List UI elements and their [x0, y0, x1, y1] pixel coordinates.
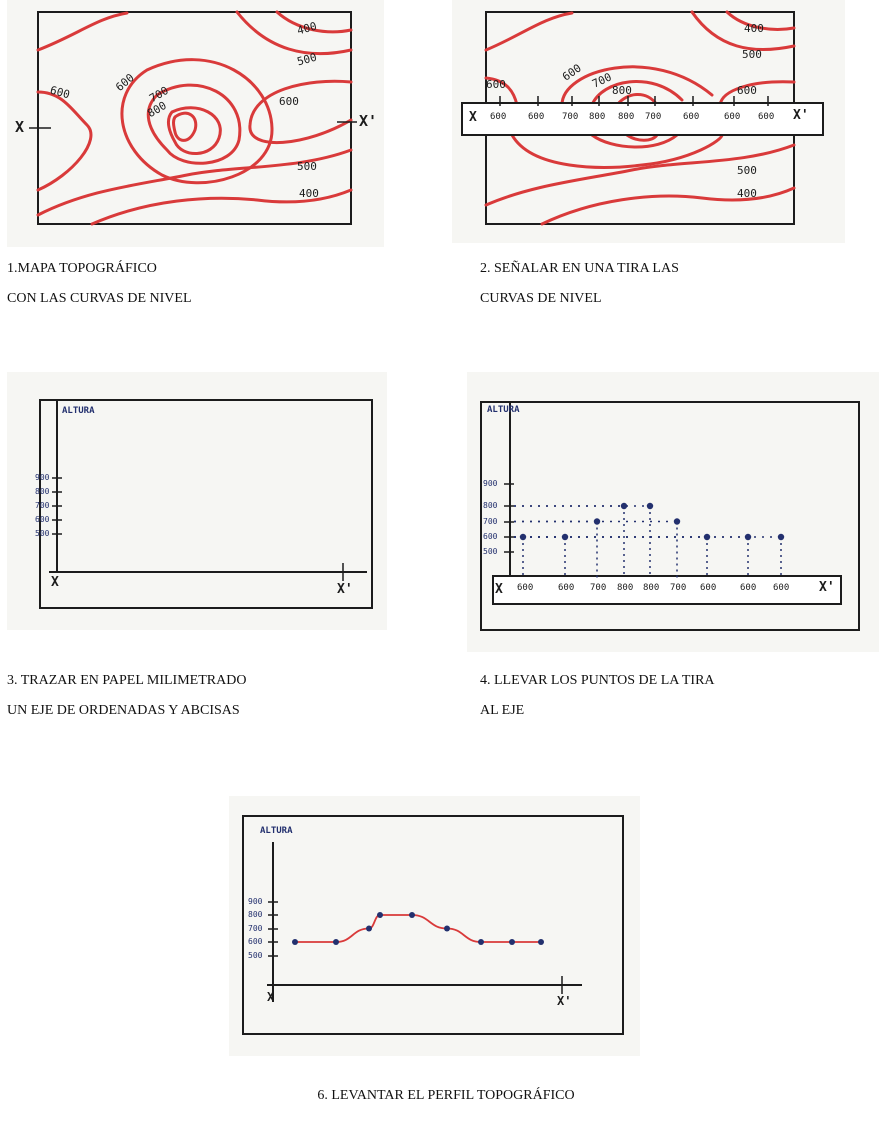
profile-point — [409, 912, 415, 918]
strip-value: 700 — [562, 112, 579, 122]
y-tick-label: 800 — [483, 501, 498, 510]
profile-points — [292, 912, 544, 945]
strip-label-x: X — [495, 582, 503, 597]
contour-label: 500 — [295, 50, 319, 69]
strip-label-xprime: X' — [793, 108, 809, 123]
profile-line — [295, 915, 541, 942]
contour-label: 400 — [299, 187, 319, 200]
contour-line — [38, 13, 127, 50]
contour-label: 600 — [113, 71, 137, 94]
map-label: 600 — [560, 61, 584, 84]
contour-label: 600 — [48, 83, 72, 102]
projected-point — [674, 518, 680, 524]
panel-strip-on-map — [452, 0, 845, 243]
profile-point — [377, 912, 383, 918]
axis-title: ALTURA — [260, 826, 293, 836]
projected-point — [704, 534, 710, 540]
y-tick-label: 600 — [35, 515, 50, 524]
strip-value: 700 — [645, 112, 662, 122]
map-label: 800 — [612, 84, 632, 97]
strip-value: 600 — [758, 112, 775, 122]
projected-point — [778, 534, 784, 540]
profile-point — [366, 926, 372, 932]
strip-label-xprime: X' — [819, 580, 835, 595]
panel-topographic-map — [7, 0, 384, 247]
strip-value: 600 — [517, 583, 534, 593]
profile-point — [478, 939, 484, 945]
y-tick-label: 500 — [35, 529, 50, 538]
map-label: 600 — [737, 84, 757, 97]
projected-point — [562, 534, 568, 540]
y-tick-label: 700 — [483, 517, 498, 526]
caption-step-4: 4. LLEVAR LOS PUNTOS DE LA TIRA AL EJE — [480, 673, 715, 718]
projected-point — [621, 503, 627, 509]
y-tick-label: 700 — [248, 924, 263, 933]
y-tick-label: 900 — [248, 897, 263, 906]
y-tick-label: 700 — [35, 501, 50, 510]
axis-title: ALTURA — [487, 405, 520, 415]
panel-empty-axes — [7, 372, 387, 630]
map-label-x: X — [15, 118, 25, 136]
y-tick-label: 600 — [483, 532, 498, 541]
strip-value: 600 — [740, 583, 757, 593]
contour-label: 700 — [147, 83, 171, 106]
contour-line — [38, 92, 91, 190]
strip-value: 800 — [618, 112, 635, 122]
y-tick-label: 500 — [248, 951, 263, 960]
strip-value: 700 — [670, 583, 687, 593]
strip-value: 600 — [558, 583, 575, 593]
strip-value: 600 — [700, 583, 717, 593]
topographic-map-drawing — [7, 0, 384, 247]
profile-point — [444, 926, 450, 932]
y-tick-label: 600 — [248, 937, 263, 946]
caption-step-2: 2. SEÑALAR EN UNA TIRA LAS CURVAS DE NIVEL — [480, 261, 679, 306]
contour-label: 500 — [297, 160, 317, 173]
projected-point — [745, 534, 751, 540]
axis-label-xprime: X' — [557, 994, 572, 1008]
projection-guides — [514, 506, 781, 578]
map-label-xprime: X' — [359, 112, 378, 130]
map-label: 700 — [590, 70, 614, 91]
caption-step-6: 6. LEVANTAR EL PERFIL TOPOGRÁFICO — [317, 1088, 575, 1103]
map-label: 500 — [742, 48, 762, 61]
axis-label-x: X — [51, 575, 59, 590]
panel-topographic-profile — [229, 796, 640, 1056]
y-tick-label: 500 — [483, 547, 498, 556]
map-label: 400 — [737, 187, 757, 200]
panel-projected-points — [467, 372, 879, 652]
strip-value: 600 — [773, 583, 790, 593]
y-tick-label: 900 — [483, 479, 498, 488]
contour-label: 800 — [145, 98, 169, 121]
projected-points-drawing — [467, 372, 879, 652]
strip-value: 800 — [589, 112, 606, 122]
profile-point — [292, 939, 298, 945]
strip-value: 800 — [617, 583, 634, 593]
strip-label-x: X — [469, 110, 477, 125]
strip-value: 800 — [643, 583, 660, 593]
contour-label: 400 — [295, 19, 319, 38]
projected-point — [647, 503, 653, 509]
axis-label-xprime: X' — [337, 582, 353, 597]
map-label: 500 — [737, 164, 757, 177]
strip-value: 600 — [683, 112, 700, 122]
profile-point — [509, 939, 515, 945]
contour-line — [250, 81, 351, 142]
strip-value: 600 — [528, 112, 545, 122]
axis-title: ALTURA — [62, 406, 95, 416]
strip-value: 600 — [724, 112, 741, 122]
strip-value: 700 — [590, 583, 607, 593]
map-label: 400 — [744, 22, 764, 35]
projected-point — [520, 534, 526, 540]
map-label: 600 — [486, 78, 506, 91]
profile-point — [333, 939, 339, 945]
projected-point — [594, 518, 600, 524]
contour-line — [174, 113, 196, 140]
axis-label-x: X — [267, 990, 275, 1004]
caption-step-3: 3. TRAZAR EN PAPEL MILIMETRADO UN EJE DE ORDENADAS Y ABCISAS — [7, 673, 247, 718]
y-tick-label: 800 — [35, 487, 50, 496]
contour-label: 600 — [279, 95, 299, 108]
y-tick-label: 800 — [248, 910, 263, 919]
strip-value: 600 — [490, 112, 507, 122]
caption-step-1: 1.MAPA TOPOGRÁFICO CON LAS CURVAS DE NIVEL — [7, 261, 192, 306]
profile-point — [538, 939, 544, 945]
y-tick-label: 900 — [35, 473, 50, 482]
